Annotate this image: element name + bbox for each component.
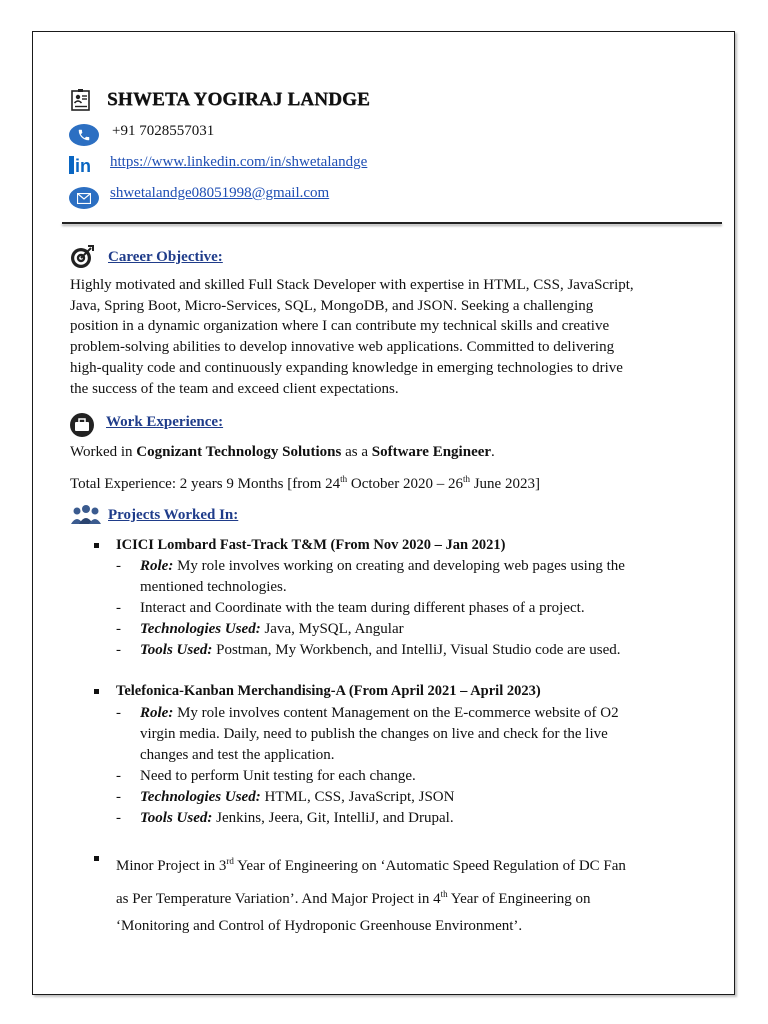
tech-label: Technologies Used: xyxy=(140,789,261,805)
role-text: My role involves content Management on the E-commerce website of O2 xyxy=(173,705,619,721)
dash: - xyxy=(116,600,121,616)
total-experience xyxy=(70,474,540,493)
role-text: changes and test the application. xyxy=(140,746,335,763)
total-mid: October 2020 – 26 xyxy=(347,476,463,492)
project-2-tech xyxy=(140,787,698,808)
phone-number: +91 7028557031 xyxy=(112,123,215,139)
project-1-tech xyxy=(140,619,698,640)
role-text: My role involves working on creating and developing web pages using the xyxy=(173,558,625,574)
project-3-text xyxy=(116,848,698,941)
tools-label: Tools Used: xyxy=(140,810,213,826)
project-1-title: ICICI Lombard Fast-Track T&M (From Nov 2020 – Jan 2021) xyxy=(116,537,506,553)
dash: - xyxy=(116,789,121,805)
total-prefix: Total Experience: 2 years 9 Months [from 24 xyxy=(70,476,341,492)
project-2-tools xyxy=(140,808,698,829)
bullet xyxy=(94,856,99,861)
career-line: problem-solving abilities to develop innovative web applications. Committed to delivering xyxy=(70,339,615,356)
candidate-name: SHWETA YOGIRAJ LANDGE xyxy=(107,89,370,110)
phone-icon xyxy=(69,124,99,146)
p3-text: Year of Engineering on ‘Automatic Speed Regulation of DC Fan xyxy=(233,858,626,874)
bullet xyxy=(94,543,99,548)
project-2-item: Need to perform Unit testing for each change. xyxy=(140,768,416,784)
p3-text: as Per Temperature Variation’. And Major Project in 4 xyxy=(116,890,441,907)
tech-text: Java, MySQL, Angular xyxy=(260,621,404,637)
company-name: Cognizant Technology Solutions xyxy=(136,444,342,460)
svg-text:in: in xyxy=(75,156,91,175)
p3-text: Year of Engineering on xyxy=(447,890,591,907)
bullet xyxy=(94,689,99,694)
tools-text: Postman, My Workbench, and IntelliJ, Visual Studio code are used. xyxy=(212,642,621,658)
linkedin-icon xyxy=(69,155,99,175)
sup: rd xyxy=(226,856,234,866)
total-suffix: June 2023] xyxy=(469,476,540,492)
p3-text: ‘Monitoring and Control of Hydroponic Greenhouse Environment’. xyxy=(116,918,523,934)
work-mid: as a xyxy=(341,444,372,460)
work-experience-title: Work Experience: xyxy=(106,414,224,430)
work-suffix: . xyxy=(491,444,495,460)
contact-card-icon xyxy=(70,88,94,112)
project-1-tools xyxy=(140,640,698,661)
briefcase-icon xyxy=(69,412,95,438)
team-icon xyxy=(70,504,102,526)
email-icon xyxy=(69,187,99,209)
tech-label: Technologies Used: xyxy=(140,621,261,637)
project-2-role xyxy=(140,703,698,765)
project-2-title: Telefonica-Kanban Merchandising-A (From April 2021 – April 2023) xyxy=(116,683,541,699)
dash: - xyxy=(116,642,121,658)
career-line: Java, Spring Boot, Micro-Services, SQL, MongoDB, and JSON. Seeking a challenging xyxy=(70,297,594,314)
dash: - xyxy=(116,558,121,574)
projects-title: Projects Worked In: xyxy=(108,507,239,523)
p3-text: Minor Project in 3 xyxy=(116,858,227,874)
role-label: Role: xyxy=(140,558,174,574)
tools-label: Tools Used: xyxy=(140,642,213,658)
work-summary xyxy=(70,444,495,461)
role-text: mentioned technologies. xyxy=(140,578,287,595)
career-line: Highly motivated and skilled Full Stack Developer with expertise in HTML, CSS, JavaScript, xyxy=(70,277,634,293)
project-1-role xyxy=(140,556,698,598)
career-objective-text xyxy=(70,275,698,399)
career-line: position in a dynamic organization where I can contribute my technical skills and creative xyxy=(70,318,610,335)
career-line: high-quality code and continuously expanding knowledge in emerging technologies to drive xyxy=(70,359,623,376)
career-objective-title: Career Objective: xyxy=(108,249,223,265)
header-divider xyxy=(62,222,722,224)
dash: - xyxy=(116,810,121,826)
sup: th xyxy=(340,474,348,484)
target-icon xyxy=(69,244,95,270)
linkedin-link[interactable]: https://www.linkedin.com/in/shwetalandge xyxy=(110,154,368,170)
project-1-item: Interact and Coordinate with the team during different phases of a project. xyxy=(140,600,585,616)
dash: - xyxy=(116,768,121,784)
email-link[interactable]: shwetalandge08051998@gmail.com xyxy=(110,185,330,201)
tools-text: Jenkins, Jeera, Git, IntelliJ, and Drupal. xyxy=(212,810,454,826)
dash: - xyxy=(116,705,121,721)
work-prefix: Worked in xyxy=(70,444,137,460)
role-label: Role: xyxy=(140,705,174,721)
role-text: virgin media. Daily, need to publish the changes on live and check for the live xyxy=(140,725,608,742)
tech-text: HTML, CSS, JavaScript, JSON xyxy=(260,789,455,805)
career-line: the success of the team and exceed client expectations. xyxy=(70,380,399,397)
sup: th xyxy=(440,888,448,899)
sup: th xyxy=(462,474,470,484)
dash: - xyxy=(116,621,121,637)
job-role: Software Engineer xyxy=(371,444,492,460)
